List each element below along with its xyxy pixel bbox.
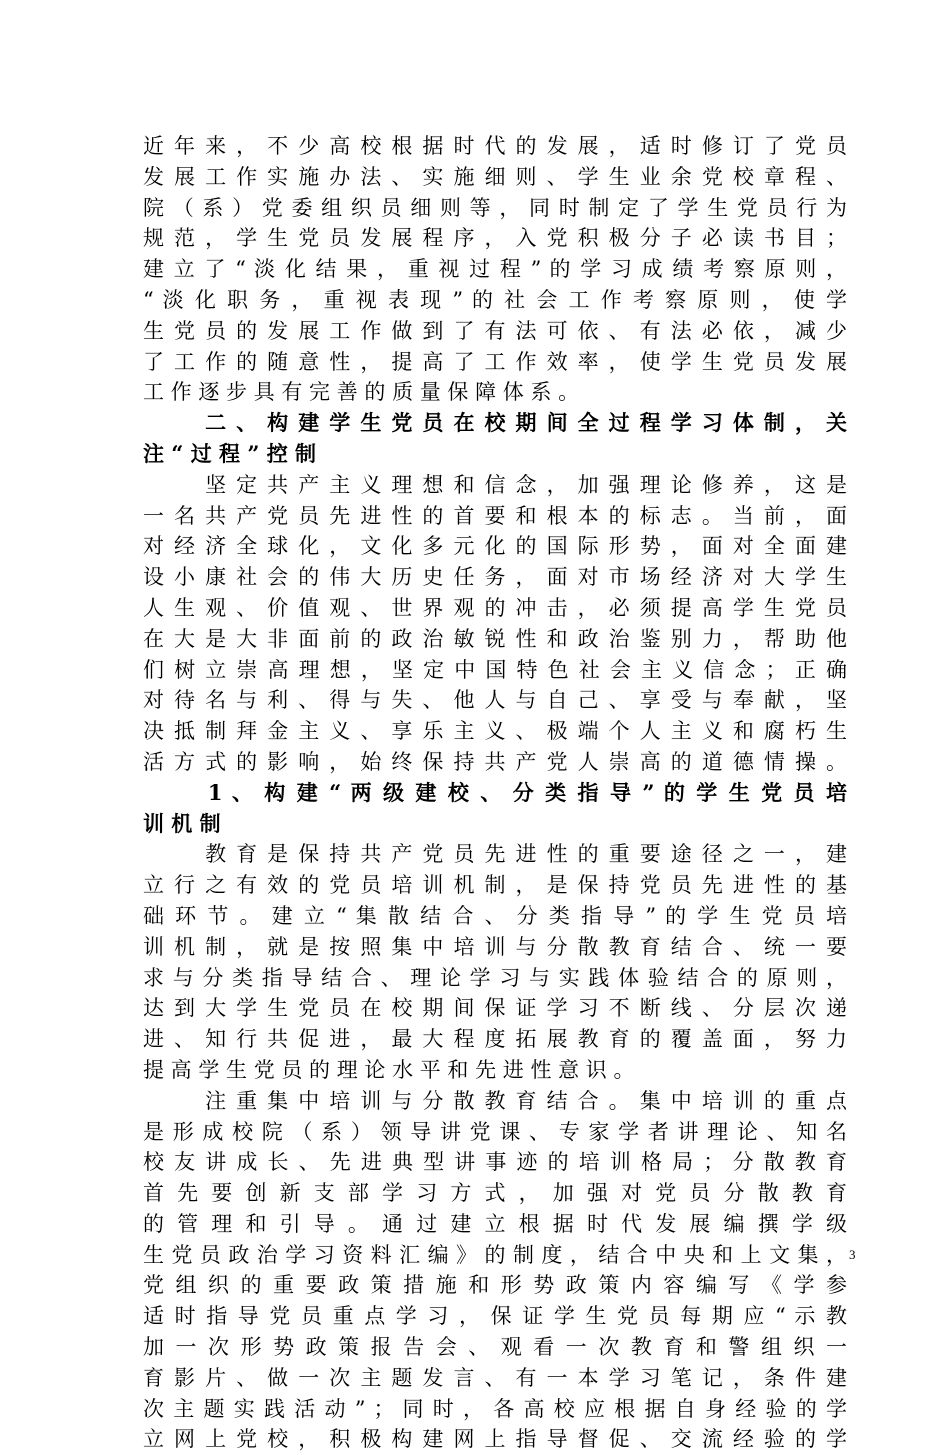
text-line: 教 育 是 保 持 共 产 党 员 先 进 性 的 重 要 途 径 之 一 ， 建 <box>143 842 847 867</box>
text-line: 规 范 ， 学 生 党 员 发 展 程 序 ， 入 党 积 极 分 子 必 读 书 目 ； <box>143 226 847 251</box>
text-line: 进 、 知 行 共 促 进 ， 最 大 程 度 拓 展 教 育 的 覆 盖 面 ， 努 力 <box>143 1027 847 1052</box>
text-line: 础 环 节 。 建 立 “ 集 散 结 合 、 分 类 指 导 ” 的 学 生 党 员 培 <box>143 903 847 928</box>
text-line: 了 工 作 的 随 意 性 ， 提 高 了 工 作 效 率 ， 使 学 生 党 员 发 展 <box>143 349 847 374</box>
text-line: 决 抵 制 拜 金 主 义 、 享 乐 主 义 、 极 端 个 人 主 义 和 腐 朽 生 <box>143 719 847 744</box>
body-text <box>143 131 847 1455</box>
text-line: 近 年 来 ， 不 少 高 校 根 据 时 代 的 发 展 ， 适 时 修 订 了 党 员 <box>143 134 847 158</box>
text-line: 训 机 制 ， 就 是 按 照 集 中 培 训 与 分 散 教 育 结 合 、 统 一 要 <box>143 934 847 959</box>
text-line: 求 与 分 类 指 导 结 合 、 理 论 学 习 与 实 践 体 验 结 合 的 原 则 ， <box>143 965 847 990</box>
text-line: 首 先 要 创 新 支 部 学 习 方 式 ， 加 强 对 党 员 分 散 教 育 <box>143 1181 847 1206</box>
text-line: 设 小 康 社 会 的 伟 大 历 史 任 务 ， 面 对 市 场 经 济 对 大 学 生 <box>143 565 847 590</box>
text-line: 提 高 学 生 党 员 的 理 论 水 平 和 先 进 性 意 识 。 <box>143 1057 635 1082</box>
text-line: 育 影 片 、 做 一 次 主 题 发 言 、 有 一 本 学 习 笔 记 ， 条 件 建 <box>143 1365 847 1390</box>
text-line: 人 生 观 、 价 值 观 、 世 界 观 的 冲 击 ， 必 须 提 高 学 生 党 员 <box>143 595 847 620</box>
text-line: 立 行 之 有 效 的 党 员 培 训 机 制 ， 是 保 持 党 员 先 进 性 的 基 <box>143 873 847 898</box>
text-line: 立 网 上 党 校 ， 积 极 构 建 网 上 指 导 督 促 、 交 流 经 验 的 学 <box>143 1427 847 1452</box>
text-line: 们 树 立 崇 高 理 想 ， 坚 定 中 国 特 色 社 会 主 义 信 念 ； 正 确 <box>143 657 847 682</box>
text-line: 校 友 讲 成 长 、 先 进 典 型 讲 事 迹 的 培 训 格 局 ； 分 散 教 育 <box>143 1150 847 1175</box>
text-line: 加 一 次 形 势 政 策 报 告 会 、 观 看 一 次 教 育 和 警 组 织 一 <box>143 1335 847 1360</box>
text-line: 在 大 是 大 非 面 前 的 政 治 敏 锐 性 和 政 治 鉴 别 力 ， 帮 助 他 <box>143 626 847 651</box>
text-line: 坚 定 共 产 主 义 理 想 和 信 念 ， 加 强 理 论 修 养 ， 这 是 <box>143 472 847 497</box>
text-line: 注 重 集 中 培 训 与 分 散 教 育 结 合 。 集 中 培 训 的 重 点 <box>143 1088 847 1113</box>
text-line: 生 党 员 政 治 学 习 资 料 汇 编 》 的 制 度 ， 结 合 中 央 和 上 文 集 ， <box>143 1242 847 1267</box>
text-line: 是 形 成 校 院 （ 系 ） 领 导 讲 党 课 、 专 家 学 者 讲 理 论 、 知 名 <box>143 1119 847 1144</box>
text-line: “ 淡 化 职 务 ， 重 视 表 现 ” 的 社 会 工 作 考 察 原 则 ， 使 学 <box>143 287 847 312</box>
text-line: 生 党 员 的 发 展 工 作 做 到 了 有 法 可 依 、 有 法 必 依 ， 减 少 <box>143 318 847 343</box>
text-line: 适 时 指 导 党 员 重 点 学 习 ， 保 证 学 生 党 员 每 期 应 “ 示 教 <box>143 1304 847 1329</box>
heading-line: 1 、 构 建 “ 两 级 建 校 、 分 类 指 导 ” 的 学 生 党 员 培 <box>143 779 847 805</box>
text-line: 对 待 名 与 利 、 得 与 失 、 他 人 与 自 己 、 享 受 与 奉 献 ， 坚 <box>143 688 847 713</box>
text-line: 的 管 理 和 引 导 。 通 过 建 立 根 据 时 代 发 展 编 撰 学 级 <box>143 1211 847 1236</box>
heading-line: 二 、 构 建 学 生 党 员 在 校 期 间 全 过 程 学 习 体 制 ， 关 <box>143 410 847 436</box>
text-line: 党 组 织 的 重 要 政 策 措 施 和 形 势 政 策 内 容 编 写 《 学 参 <box>143 1273 847 1298</box>
text-line: 达 到 大 学 生 党 员 在 校 期 间 保 证 学 习 不 断 线 、 分 层 次 递 <box>143 996 847 1021</box>
text-line: 活 方 式 的 影 响 ， 始 终 保 持 共 产 党 人 崇 高 的 道 德 情 操 。 <box>143 749 847 774</box>
text-line: 发 展 工 作 实 施 办 法 、 实 施 细 则 、 学 生 业 余 党 校 章 程 、 <box>143 164 847 189</box>
text-line: 工 作 逐 步 具 有 完 善 的 质 量 保 障 体 系 。 <box>143 380 580 405</box>
heading-line: 训 机 制 <box>143 810 221 836</box>
text-line: 一 名 共 产 党 员 先 进 性 的 首 要 和 根 本 的 标 志 。 当 前 ， 面 <box>143 503 847 528</box>
text-line: 对 经 济 全 球 化 ， 文 化 多 元 化 的 国 际 形 势 ， 面 对 全 面 建 <box>143 534 847 559</box>
text-line: 院 （ 系 ） 党 委 组 织 员 细 则 等 ， 同 时 制 定 了 学 生 党 员 行 为 <box>143 195 847 220</box>
page-number: 3 <box>849 1247 856 1262</box>
heading-line: 注 “ 过 程 ” 控 制 <box>143 440 317 466</box>
text-line: 次 主 题 实 践 活 动 ” ； 同 时 ， 各 高 校 应 根 据 自 身 经 验 的 学 <box>143 1396 847 1421</box>
text-line: 建 立 了 “ 淡 化 结 果 ， 重 视 过 程 ” 的 学 习 成 绩 考 察 原 则 ， <box>143 257 847 282</box>
